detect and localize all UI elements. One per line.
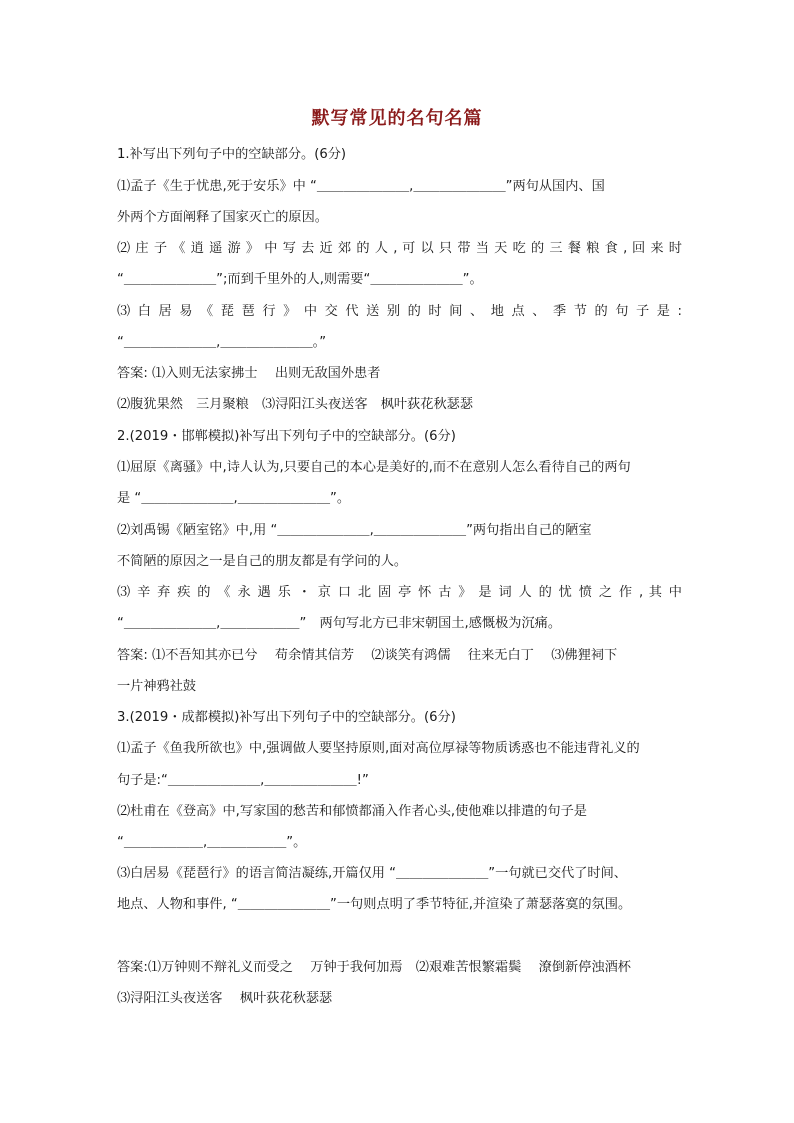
question-3-part-1-line-1: ⑴孟子《鱼我所欲也》中,强调做人要坚持原则,面对高位厚禄等物质诱惑也不能违背礼义的: [117, 741, 640, 756]
question-2-part-2-line-2: 不简陋的原因之一是自己的朋友都是有学问的人。: [117, 554, 408, 569]
question-1-part-2-line-1: ⑵ 庄 子 《 逍 遥 游 》 中 写 去 近 郊 的 人 , 可 以 只 带 当 天 吃 的 三 餐 粮 食 , 回 来 时: [117, 241, 682, 256]
question-1-part-1-line-1: ⑴孟子《生于忧患,死于安乐》中 “＿＿＿＿＿＿＿,＿＿＿＿＿＿＿”两句从国内、国: [117, 179, 605, 194]
question-1-part-1-line-2: 外两个方面阐释了国家灭亡的原因。: [117, 210, 328, 225]
question-2-part-2-line-1: ⑵刘禹锡《陋室铭》中,用 “＿＿＿＿＿＿＿,＿＿＿＿＿＿＿”两句指出自己的陋室: [117, 523, 592, 538]
question-2-part-3-line-1: ⑶ 辛 弃 疾 的 《 永 遇 乐 ・ 京 口 北 固 亭 怀 古 》 是 词 人 的 忧 愤 之 作 , 其 中: [117, 585, 682, 600]
question-1-part-2-line-2: “＿＿＿＿＿＿＿”;而到千里外的人,则需要“＿＿＿＿＿＿＿”。: [117, 272, 483, 287]
question-1-heading: 1.补写出下列句子中的空缺部分。(6分): [117, 147, 347, 162]
answer-1-line-2: ⑵腹犹果然 三月聚粮 ⑶浔阳江头夜送客 枫叶荻花秋瑟瑟: [117, 397, 474, 412]
answer-3-line-1: 答案:⑴万钟则不辩礼义而受之 万钟于我何加焉 ⑵艰难苦恨繁霜鬓 潦倒新停浊酒杯: [117, 960, 631, 975]
question-2-heading: 2.(2019・邯郸模拟)补写出下列句子中的空缺部分。(6分): [117, 429, 456, 444]
question-3-part-1-line-2: 句子是:“＿＿＿＿＿＿＿,＿＿＿＿＿＿＿!”: [117, 773, 369, 788]
question-1-part-3-line-2: “＿＿＿＿＿＿＿,＿＿＿＿＿＿＿。”: [117, 335, 327, 350]
question-3-part-2-line-2: “＿＿＿＿＿＿,＿＿＿＿＿＿”。: [117, 835, 307, 850]
question-3-part-3-line-1: ⑶白居易《琵琶行》的语言简洁凝练,开篇仅用 “＿＿＿＿＿＿＿”一句就已交代了时间、: [117, 866, 627, 881]
question-2-part-3-line-2: “＿＿＿＿＿＿＿,＿＿＿＿＿＿” 两句写北方已非宋朝国土,感慨极为沉痛。: [117, 616, 562, 631]
answer-3-line-2: ⑶浔阳江头夜送客 枫叶荻花秋瑟瑟: [117, 991, 333, 1006]
document-title: 默写常见的名句名篇: [311, 108, 483, 129]
answer-1-line-1: 答案: ⑴入则无法家拂士 出则无敌国外患者: [117, 366, 381, 381]
question-3-part-3-line-2: 地点、人物和事件, “＿＿＿＿＿＿＿”一句则点明了季节特征,并渲染了萧瑟落寞的氛围。: [117, 897, 632, 912]
question-3-heading: 3.(2019・成都模拟)补写出下列句子中的空缺部分。(6分): [117, 710, 456, 725]
question-2-part-1-line-2: 是 “＿＿＿＿＿＿＿,＿＿＿＿＿＿＿”。: [117, 491, 351, 506]
question-1-part-3-line-1: ⑶ 白 居 易 《 琵 琶 行 》 中 交 代 送 别 的 时 间 、 地 点 、 季 节 的 句 子 是 :: [117, 304, 682, 319]
question-3-part-2-line-1: ⑵杜甫在《登高》中,写家国的愁苦和郁愤都涌入作者心头,使他难以排遣的句子是: [117, 804, 587, 819]
answer-2-line-2: 一片神鸦社鼓: [117, 679, 197, 694]
question-2-part-1-line-1: ⑴屈原《离骚》中,诗人认为,只要自己的本心是美好的,而不在意别人怎么看待自己的两句: [117, 460, 631, 475]
answer-2-line-1: 答案: ⑴不吾知其亦已兮 苟余情其信芳 ⑵谈笑有鸿儒 往来无白丁 ⑶佛狸祠下: [117, 648, 618, 663]
